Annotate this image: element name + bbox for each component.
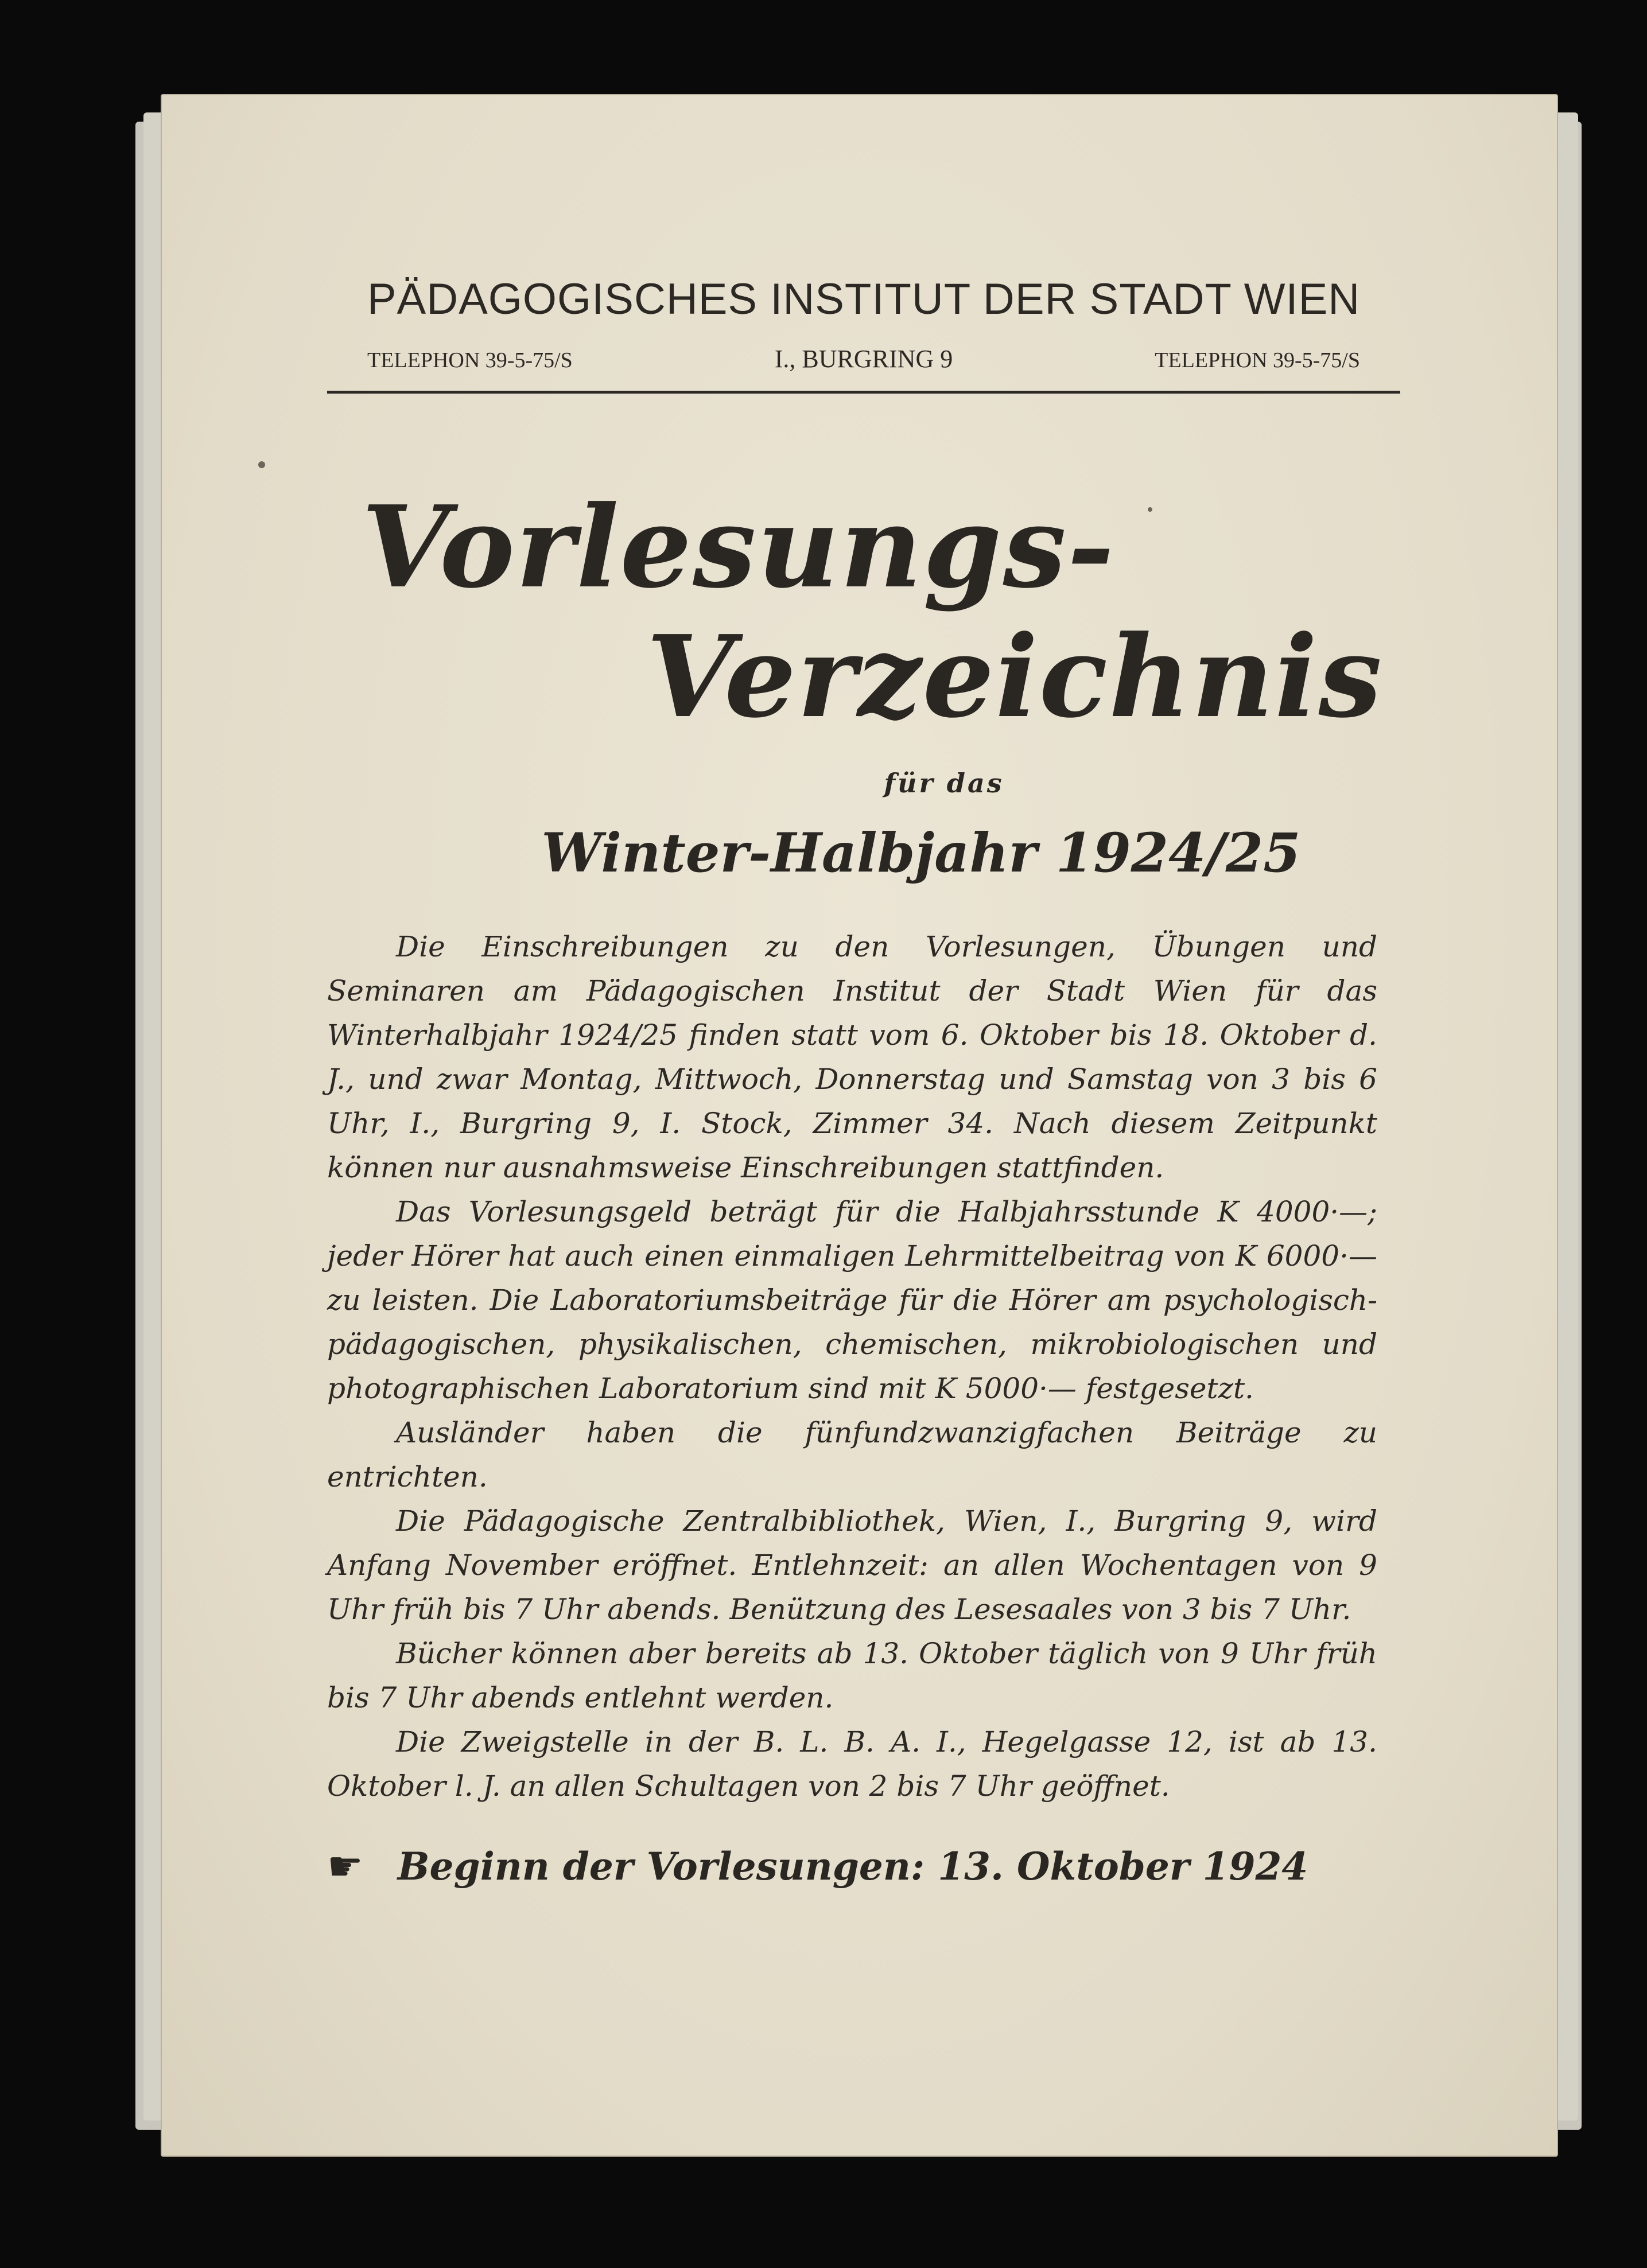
paragraph-lending: Bücher können aber bereits ab 13. Oktober täglich von 9 Uhr früh bis 7 Uhr abends entlehnt werden.: [327, 1637, 1377, 1714]
title-connector: für das: [884, 768, 1004, 799]
document-page: [161, 94, 1558, 2157]
lecture-start-text: Beginn der Vorlesungen: 13. Oktober 1924: [397, 1844, 1308, 1889]
page-content: [327, 275, 1400, 1890]
title-line-2: Verzeichnis: [646, 611, 1383, 743]
contact-row: [327, 344, 1400, 374]
title-line-1: Vorlesungs-: [362, 481, 1116, 613]
address: I., BURGRING 9: [774, 345, 953, 373]
paragraph-enrollment: Die Einschreibungen zu den Vorlesungen, Übungen und Seminaren am Pädagogischen Institut der Stadt Wien für das Winterhalbjahr 1924/25 finden statt vom 6. Oktober bis 18. Oktober d. J., und zwar Montag, Mittwoch, Donnerstag und Samstag von 3 bis 6 Uhr, I., Burgring 9, I. Stock, Zimmer 34. Nach diesem Zeitpunkt können nur ausnahmsweise Einschreibungen stattfinden.: [327, 930, 1377, 1184]
paragraph-foreigners: Ausländer haben die fünfundzwanzigfachen Beiträge zu entrichten.: [327, 1416, 1377, 1493]
lecture-start: [327, 1843, 1400, 1890]
semester-heading: Winter-Halbjahr 1924/25: [541, 822, 1301, 885]
institute-name: PÄDAGOGISCHES INSTITUT DER STADT WIEN: [367, 275, 1361, 324]
body-text: [327, 925, 1400, 1808]
phone-left: TELEPHON 39-5-75/S: [367, 348, 573, 372]
pointing-hand-icon: ☛: [327, 1843, 363, 1890]
paragraph-fees: Das Vorlesungsgeld beträgt für die Halbjahrsstunde K 4000·—; jeder Hörer hat auch einen einmaligen Lehrmittelbeitrag von K 6000·— zu leisten. Die Laboratoriumsbeiträge für die Hörer am psychologisch-pädagogischen, physikalischen, chemischen, mikrobiologischen und photographischen Laboratorium sind mit K 5000·— festgesetzt.: [327, 1195, 1377, 1405]
paper-speck: [258, 461, 265, 468]
paragraph-library: Die Pädagogische Zentralbibliothek, Wien, I., Burgring 9, wird Anfang November eröffnet. Entlehnzeit: an allen Wochentagen von 9 Uhr früh bis 7 Uhr abends. Benützung des Lesesaales von 3 bis 7 Uhr.: [327, 1504, 1377, 1626]
paragraph-branch: Die Zweigstelle in der B. L. B. A. I., Hegelgasse 12, ist ab 13. Oktober l. J. an allen Schultagen von 2 bis 7 Uhr geöffnet.: [327, 1725, 1377, 1803]
phone-right: TELEPHON 39-5-75/S: [1155, 348, 1360, 372]
header-rule: [327, 391, 1400, 394]
